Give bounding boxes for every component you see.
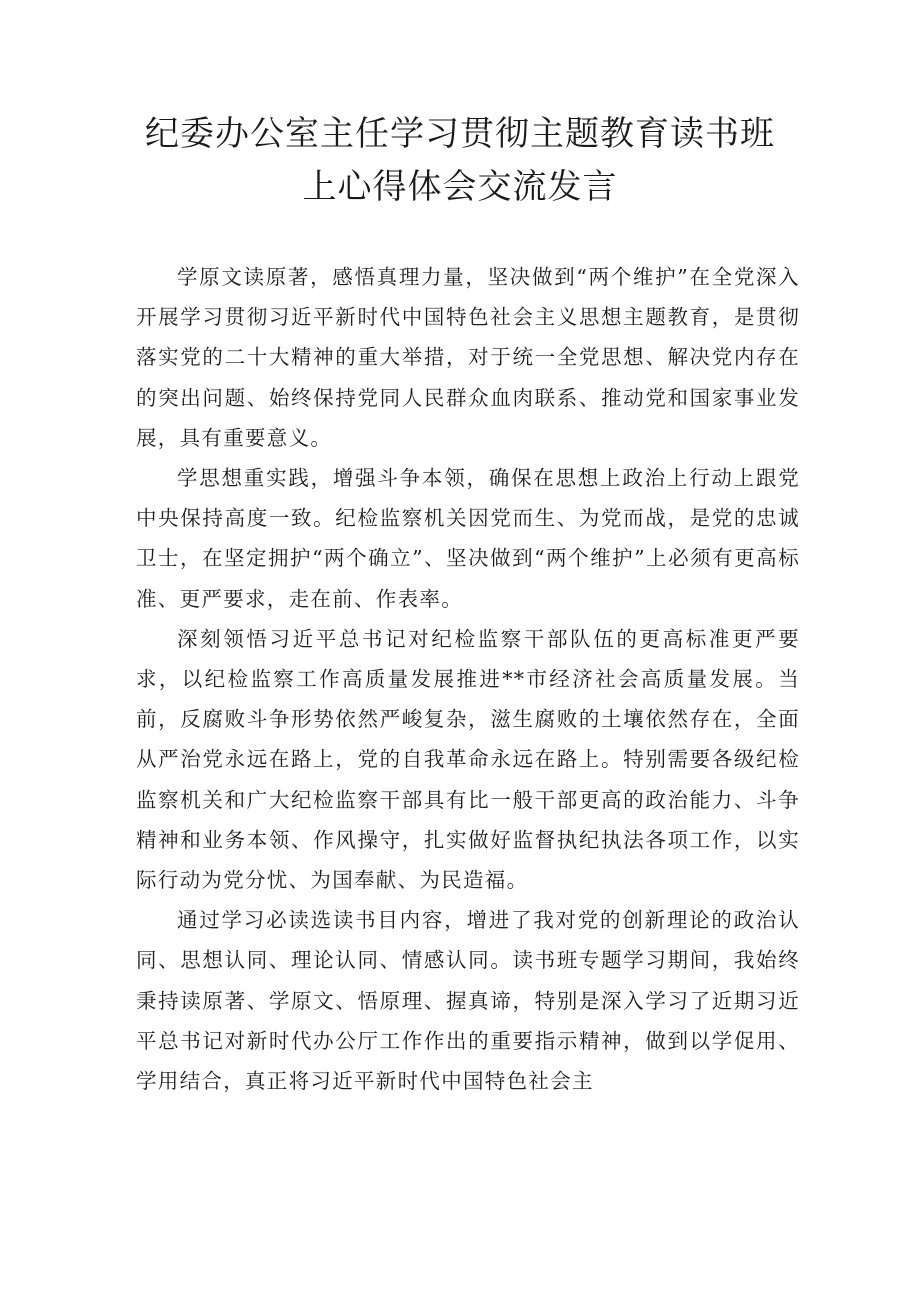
body-paragraph-3: 深刻领悟习近平总书记对纪检监察干部队伍的更高标准更严要求，以纪检监察工作高质量发展推进**市经济社会高质量发展。当前，反腐败斗争形势依然严峻复杂，滋生腐败的土壤依然存在，全面从严治党永远在路上，党的自我革命永远在路上。特别需要各级纪检监察机关和广大纪检监察干部具有比一般干部更高的政治能力、斗争精神和业务本领、作风操守，扎实做好监督执纪执法各项工作，以实际行动为党分忧、为国奉献、为民造福。 — [136, 626, 800, 893]
body-paragraph-4: 通过学习必读选读书目内容，增进了我对党的创新理论的政治认同、思想认同、理论认同、情感认同。读书班专题学习期间，我始终秉持读原著、学原文、悟原理、握真谛，特别是深入学习了近期习近平总书记对新时代办公厅工作作出的重要指示精神，做到以学促用、学用结合，真正将习近平新时代中国特色社会主 — [136, 908, 800, 1094]
body-paragraph-1: 学原文读原著，感悟真理力量，坚决做到“两个维护”在全党深入开展学习贯彻习近平新时代中国特色社会主义思想主题教育，是贯彻落实党的二十大精神的重大举措，对于统一全党思想、解决党内存在的突出问题、始终保持党同人民群众血肉联系、推动党和国家事业发展，具有重要意义。 — [136, 265, 800, 450]
body-paragraph-2: 学思想重实践，增强斗争本领，确保在思想上政治上行动上跟党中央保持高度一致。纪检监察机关因党而生、为党而战，是党的忠诚卫士，在坚定拥护“两个确立”、坚决做到“两个维护”上必须有更高标准、更严要求，走在前、作表率。 — [136, 466, 800, 611]
document-title-line-1: 纪委办公室主任学习贯彻主题教育读书班 — [145, 114, 775, 154]
document-body — [136, 257, 800, 1101]
document-title-line-2: 上心得体会交流发言 — [302, 167, 618, 207]
